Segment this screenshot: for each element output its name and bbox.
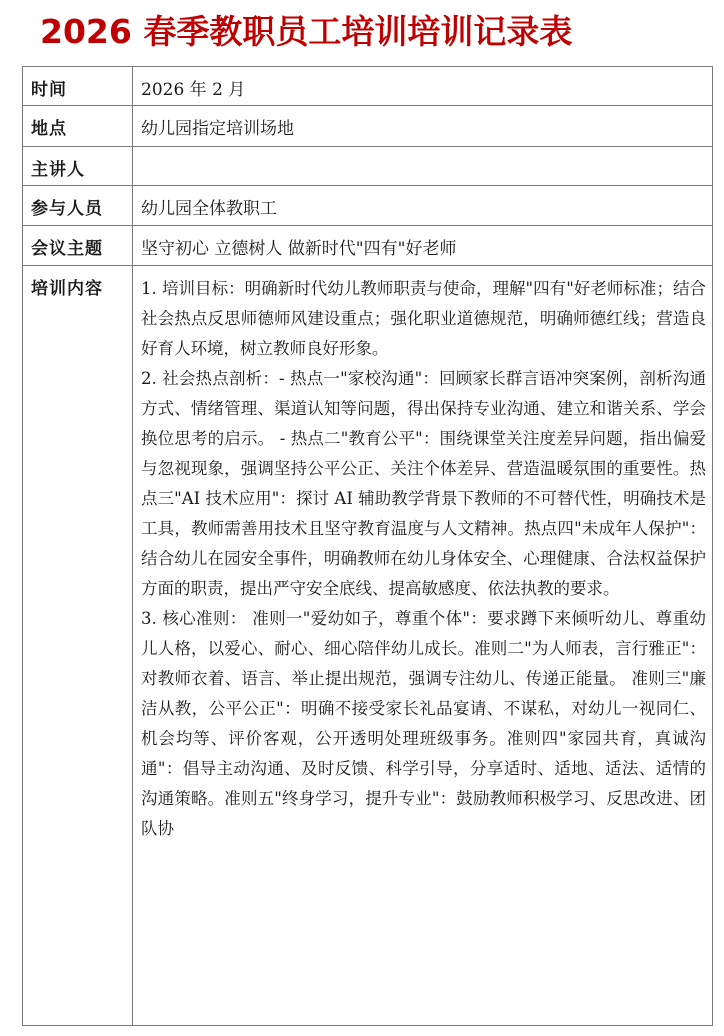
content-paragraph-1: 1. 培训目标：明确新时代幼儿教师职责与使命，理解"四有"好老师标准；结合社会热点反思师德师风建设重点；强化职业道德规范，明确师德红线；营造良好育人环境，树立教师良好形象。 bbox=[141, 279, 706, 358]
content-value bbox=[133, 266, 713, 1026]
page-title: 2026 春季教职员工培训培训记录表 bbox=[40, 12, 573, 51]
table-row-theme bbox=[23, 226, 713, 266]
speaker-label: 主讲人 bbox=[23, 147, 133, 186]
table-row-content bbox=[23, 266, 713, 1026]
table-row-time bbox=[23, 67, 713, 106]
location-label: 地点 bbox=[23, 106, 133, 147]
theme-value: 坚守初心 立德树人 做新时代"四有"好老师 bbox=[133, 226, 713, 266]
participants-value: 幼儿园全体教职工 bbox=[133, 186, 713, 226]
table-row-location bbox=[23, 106, 713, 147]
table-row-participants bbox=[23, 186, 713, 226]
theme-label: 会议主题 bbox=[23, 226, 133, 266]
location-value: 幼儿园指定培训场地 bbox=[133, 106, 713, 147]
participants-label: 参与人员 bbox=[23, 186, 133, 226]
table-row-speaker bbox=[23, 147, 713, 186]
content-label: 培训内容 bbox=[23, 266, 133, 1026]
time-label: 时间 bbox=[23, 67, 133, 106]
content-paragraph-3: 3. 核心准则： 准则一"爱幼如子，尊重个体"：要求蹲下来倾听幼儿、尊重幼儿人格，以爱心、耐心、细心陪伴幼儿成长。准则二"为人师表，言行雅正"：对教师衣着、语言、举止提出规范，强调专注幼儿、传递正能量。 准则三"廉洁从教，公平公正"：明确不接受家长礼品宴请、不谋私，对幼儿一视同仁、机会均等、评价客观，公开透明处理班级事务。准则四"家园共育，真诚沟通"：倡导主动沟通、及时反馈、科学引导，分享适时、适地、适法、适情的沟通策略。准则五"终身学习，提升专业"：鼓励教师积极学习、反思改进、团队协 bbox=[141, 609, 706, 838]
content-paragraph-2: 2. 社会热点剖析：- 热点一"家校沟通"：回顾家长群言语冲突案例，剖析沟通方式、情绪管理、渠道认知等问题，得出保持专业沟通、建立和谐关系、学会换位思考的启示。 - 热点二"教育公平"：围绕课堂关注度差异问题，指出偏爱与忽视现象，强调坚持公平公正、关注个体差异、营造温暖氛围的重要性。热点三"AI 技术应用"：探讨 AI 辅助教学背景下教师的不可替代性，明确技术是工具，教师需善用技术且坚守教育温度与人文精神。热点四"未成年人保护"：结合幼儿在园安全事件，明确教师在幼儿身体安全、心理健康、合法权益保护方面的职责，提出严守安全底线、提高敏感度、依法执教的要求。 bbox=[141, 369, 706, 598]
training-record-table bbox=[22, 66, 713, 1026]
speaker-value bbox=[133, 147, 713, 186]
time-value: 2026 年 2 月 bbox=[133, 67, 713, 106]
